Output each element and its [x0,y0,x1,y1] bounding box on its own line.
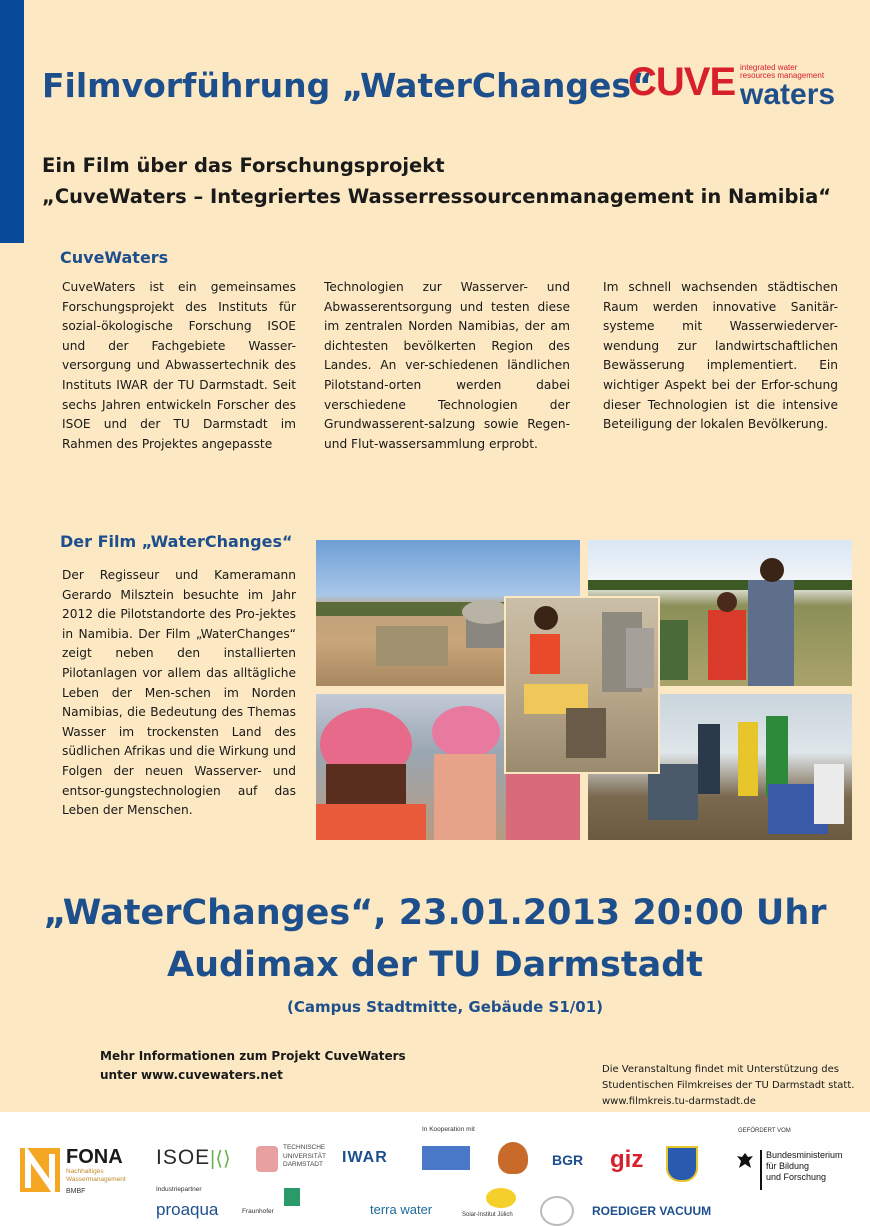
subtitle-line-2: „CuveWaters – Integriertes Wasserressourcenmanagement in Namibia“ [42,185,832,208]
subtitle [42,150,831,212]
more-info-link[interactable]: unter www.cuvewaters.net [100,1068,283,1082]
fona-logo-icon [20,1148,60,1192]
section-heading-cuvewaters: CuveWaters [60,248,169,267]
photo-children-tap [506,598,658,772]
sun-icon [486,1188,516,1208]
logo-tagline-2: resources management [740,71,825,80]
cuvewaters-logo [628,60,838,118]
fona-sub-2: Wassermanagement [66,1176,126,1183]
proaqua-logo: proaqua [156,1200,219,1219]
partner-circle-logo [540,1196,574,1226]
federal-eagle-glyph [736,1152,754,1170]
fona-logo-text: FONA [66,1146,123,1168]
support-link[interactable]: www.filmkreis.tu-darmstadt.de [602,1096,756,1107]
text-column-1: CuveWaters ist ein gemeinsames Forschungsprojekt des Instituts für sozial-ökologische Forschung ISOE und der Fachgebiete Wasser-versorgung und Abwassertechnik des Instituts IWAR der TU Darmstadt. Seit sechs Jahren entwickeln Forscher des ISOE und der TU Darmstadt im Rahmen des Projektes angepasste [62,280,296,451]
tu-line-2: UNIVERSITÄT [283,1152,326,1160]
logo-waters: waters [740,78,836,111]
more-info [100,1047,406,1085]
bmbf-logo-text [766,1150,843,1183]
event-location-detail: (Campus Stadtmitte, Gebäude S1/01) [287,998,603,1016]
support-line-2: Studentischen Filmkreises der TU Darmstadt statt. [602,1080,855,1091]
tu-darmstadt-logo-text [283,1144,326,1170]
page-title: Filmvorführung „WaterChanges“ [42,66,653,105]
namibia-coat-of-arms-icon [498,1142,528,1174]
giz-logo: giz [610,1146,644,1173]
fraunhofer-label: Fraunhofer [242,1208,274,1215]
tu-darmstadt-logo-icon [256,1146,278,1172]
photo-children-tap-art [506,598,658,772]
bgr-logo: BGR [552,1152,584,1168]
sponsor-footer [0,1112,870,1226]
subtitle-line-1: Ein Film über das Forschungsprojekt [42,154,445,177]
more-info-line-1: Mehr Informationen zum Projekt CuveWaters [100,1049,406,1063]
event-title: „WaterChanges“, 23.01.2013 20:00 Uhr [43,893,827,933]
cooperation-partner-logo-1 [422,1146,470,1170]
fona-logo-subtitle [66,1168,126,1184]
solar-institut-label: Solar-Institut Jülich [462,1212,513,1218]
federal-eagle-icon [736,1152,754,1170]
logo-tagline-1: integrated water [740,63,798,72]
photo-collage [316,540,852,840]
terrawater-logo: terra water [370,1202,433,1217]
iwar-logo: IWAR [342,1149,388,1166]
logo-cuve: CUVE [628,60,736,104]
text-column-2: Technologien zur Wasserver- und Abwasserentsorgung und testen diese im zentralen Norden Namibias, der am dichtesten bevölkerten Region des Landes. An ver-schiedenen ländlichen Pilotstand-orten werden dabei verschiedene Technologien der Grundwasserent-salzung sowie Regen- und Flut-wassersammlung erprobt. [324,280,570,451]
event-venue: Audimax der TU Darmstadt [167,945,703,985]
isoe-logo-icon: |⟨⟩ [210,1148,231,1170]
fraunhofer-logo-icon [284,1188,300,1206]
bmbf-line-2: für Bildung [766,1161,810,1171]
isoe-logo: ISOE [156,1146,211,1169]
fona-bmbf-label: BMBF [66,1188,86,1195]
text-column-3: Im schnell wachsenden städtischen Raum werden innovative Sanitär-systeme mit Wasserwiederver-wendung zur landwirtschaftlichen Bewässerung implementiert. Ein wichtiger Aspekt bei der Erfor-schung dieser Technologien ist die intensive Beteiligung der lokalen Bevölkerung. [603,280,838,432]
bmbf-line-1: Bundesministerium [766,1150,843,1160]
tu-line-1: TECHNISCHE [283,1144,326,1151]
roediger-logo: ROEDIGER VACUUM [592,1204,712,1218]
bmbf-divider [760,1150,762,1190]
section-heading-film: Der Film „WaterChanges“ [60,532,293,551]
support-note [602,1062,854,1110]
support-line-1: Die Veranstaltung findet mit Unterstützung des [602,1064,840,1075]
gefoerdert-label: GEFÖRDERT VOM [738,1128,791,1134]
film-description: Der Regisseur und Kameramann Gerardo Milsztein besuchte im Jahr 2012 die Pilotstandorte des Pro-jektes in Namibia. Der Film „WaterChanges“ zeigt neben den installierten Pilotanlagen vor allem das alltägliche Leben der Men-schen im Norden Namibias, die Bedeutung des Themas Wasser im trockensten Land des südlichen Afrikas und die Wirkung und Folgen der neuen Wasserver- und entsor-gungstechnologien auf das Leben der Menschen. [62,568,296,818]
tu-line-3: DARMSTADT [283,1161,323,1168]
bmbf-line-3: und Forschung [766,1172,827,1182]
fona-logo-glyph [20,1148,60,1192]
university-crest-icon [666,1146,698,1182]
fona-sub-1: Nachhaltiges [66,1168,104,1175]
kooperation-label: In Kooperation mit [422,1126,475,1133]
industriepartner-label: Industriepartner [156,1186,202,1193]
accent-bar [0,0,24,243]
